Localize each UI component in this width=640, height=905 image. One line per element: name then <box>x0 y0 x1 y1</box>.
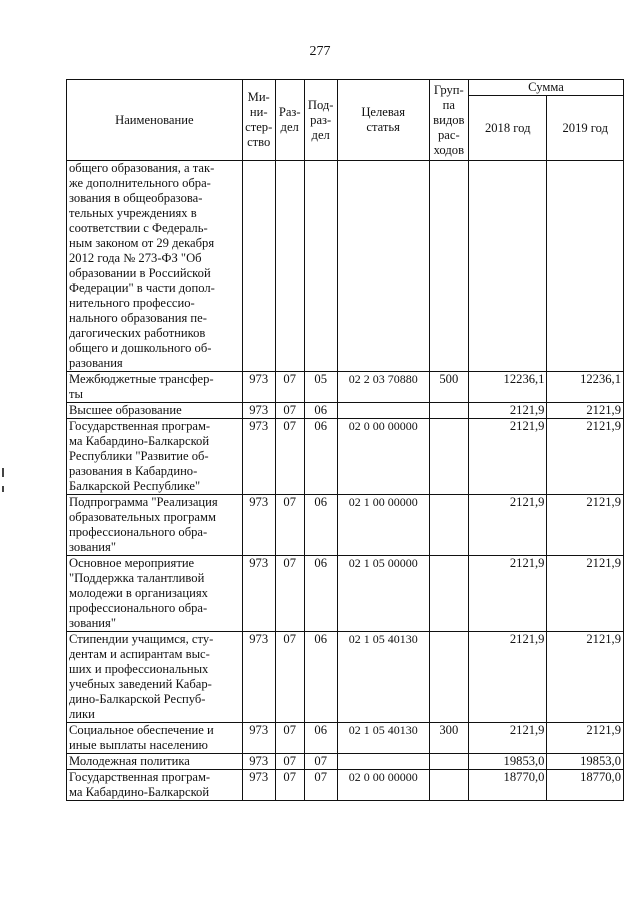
table-row <box>67 770 624 801</box>
row-ministry: 973 <box>242 403 275 419</box>
header-sum: Сумма <box>468 80 623 96</box>
row-section: 07 <box>275 632 304 723</box>
row-subsection: 07 <box>304 754 337 770</box>
row-name: Государственная програм- ма Кабардино-Балкарской <box>67 770 243 801</box>
row-section: 07 <box>275 403 304 419</box>
row-subsection: 06 <box>304 419 337 495</box>
row-name: Государственная програм- ма Кабардино-Балкарской Республики "Развитие об- разования в Кабардино- Балкарской Республике" <box>67 419 243 495</box>
row-subsection: 05 <box>304 372 337 403</box>
table-row <box>67 754 624 770</box>
row-section: 07 <box>275 419 304 495</box>
row-subsection: 06 <box>304 632 337 723</box>
row-expense-group: 300 <box>429 723 468 754</box>
row-sum-2018 <box>468 161 547 372</box>
row-ministry: 973 <box>242 495 275 556</box>
row-subsection: 07 <box>304 770 337 801</box>
row-sum-2018: 2121,9 <box>468 556 547 632</box>
row-expense-group <box>429 161 468 372</box>
row-target-article <box>337 161 429 372</box>
row-subsection: 06 <box>304 556 337 632</box>
table-row <box>67 632 624 723</box>
row-ministry: 973 <box>242 372 275 403</box>
row-expense-group <box>429 419 468 495</box>
row-sum-2018: 2121,9 <box>468 419 547 495</box>
row-sum-2019: 12236,1 <box>547 372 624 403</box>
row-expense-group <box>429 770 468 801</box>
row-section: 07 <box>275 723 304 754</box>
header-target-article: Целевая статья <box>337 80 429 161</box>
row-sum-2019 <box>547 161 624 372</box>
row-expense-group <box>429 632 468 723</box>
row-target-article <box>337 403 429 419</box>
row-section <box>275 161 304 372</box>
header-name: Наименование <box>67 80 243 161</box>
row-ministry: 973 <box>242 556 275 632</box>
header-year-2019: 2019 год <box>547 96 624 161</box>
table-row <box>67 556 624 632</box>
row-subsection <box>304 161 337 372</box>
row-expense-group <box>429 556 468 632</box>
row-ministry: 973 <box>242 419 275 495</box>
row-ministry: 973 <box>242 723 275 754</box>
row-sum-2019: 19853,0 <box>547 754 624 770</box>
row-sum-2019: 2121,9 <box>547 419 624 495</box>
row-section: 07 <box>275 754 304 770</box>
row-ministry: 973 <box>242 754 275 770</box>
row-name: общего образования, а так- же дополнительного обра- зования в общеобразова- тельных учреждениях в соответствии с Федераль- ным законом от 29 декабря 2012 года № 273-ФЗ "Об образовании в Российской Федерации" в части допол- нительного профессио- нального образования пе- дагогических работников общего и дошкольного об- разования <box>67 161 243 372</box>
table-row <box>67 419 624 495</box>
row-section: 07 <box>275 495 304 556</box>
row-section: 07 <box>275 556 304 632</box>
row-sum-2019: 2121,9 <box>547 723 624 754</box>
row-sum-2018: 12236,1 <box>468 372 547 403</box>
table-row <box>67 403 624 419</box>
header-section: Раз- дел <box>275 80 304 161</box>
row-ministry: 973 <box>242 770 275 801</box>
header-ministry: Ми- ни- стер- ство <box>242 80 275 161</box>
row-sum-2018: 2121,9 <box>468 495 547 556</box>
table-row <box>67 161 624 372</box>
header-year-2018: 2018 год <box>468 96 547 161</box>
row-target-article: 02 1 05 00000 <box>337 556 429 632</box>
row-ministry <box>242 161 275 372</box>
row-target-article: 02 2 03 70880 <box>337 372 429 403</box>
row-name: Социальное обеспечение и иные выплаты населению <box>67 723 243 754</box>
margin-mark <box>2 468 4 477</box>
row-name: Стипендии учащимся, сту- дентам и аспирантам выс- ших и профессиональных учебных заведений Кабар- дино-Балкарской Респуб- лики <box>67 632 243 723</box>
budget-table <box>66 79 624 801</box>
row-target-article: 02 0 00 00000 <box>337 419 429 495</box>
row-subsection: 06 <box>304 723 337 754</box>
row-sum-2018: 2121,9 <box>468 723 547 754</box>
table-row <box>67 372 624 403</box>
header-expense-group: Груп- па видов рас- ходов <box>429 80 468 161</box>
row-target-article: 02 1 05 40130 <box>337 723 429 754</box>
row-sum-2018: 18770,0 <box>468 770 547 801</box>
row-sum-2018: 19853,0 <box>468 754 547 770</box>
row-expense-group <box>429 403 468 419</box>
row-target-article <box>337 754 429 770</box>
margin-mark <box>2 486 4 492</box>
table-row <box>67 495 624 556</box>
page-number: 277 <box>309 44 331 59</box>
row-name: Межбюджетные трансфер- ты <box>67 372 243 403</box>
header-subsection: Под- раз- дел <box>304 80 337 161</box>
row-sum-2018: 2121,9 <box>468 632 547 723</box>
row-sum-2019: 2121,9 <box>547 403 624 419</box>
row-target-article: 02 0 00 00000 <box>337 770 429 801</box>
row-sum-2019: 2121,9 <box>547 495 624 556</box>
row-ministry: 973 <box>242 632 275 723</box>
row-name: Молодежная политика <box>67 754 243 770</box>
row-subsection: 06 <box>304 403 337 419</box>
row-expense-group <box>429 495 468 556</box>
row-sum-2019: 2121,9 <box>547 632 624 723</box>
row-target-article: 02 1 00 00000 <box>337 495 429 556</box>
row-subsection: 06 <box>304 495 337 556</box>
row-sum-2018: 2121,9 <box>468 403 547 419</box>
row-name: Подпрограмма "Реализация образовательных программ профессионального обра- зования" <box>67 495 243 556</box>
row-section: 07 <box>275 372 304 403</box>
row-expense-group: 500 <box>429 372 468 403</box>
row-section: 07 <box>275 770 304 801</box>
row-sum-2019: 2121,9 <box>547 556 624 632</box>
table-row <box>67 723 624 754</box>
row-name: Основное мероприятие "Поддержка талантливой молодежи в организациях профессионального обра- зования" <box>67 556 243 632</box>
row-expense-group <box>429 754 468 770</box>
row-target-article: 02 1 05 40130 <box>337 632 429 723</box>
row-sum-2019: 18770,0 <box>547 770 624 801</box>
table-body <box>67 161 624 801</box>
row-name: Высшее образование <box>67 403 243 419</box>
